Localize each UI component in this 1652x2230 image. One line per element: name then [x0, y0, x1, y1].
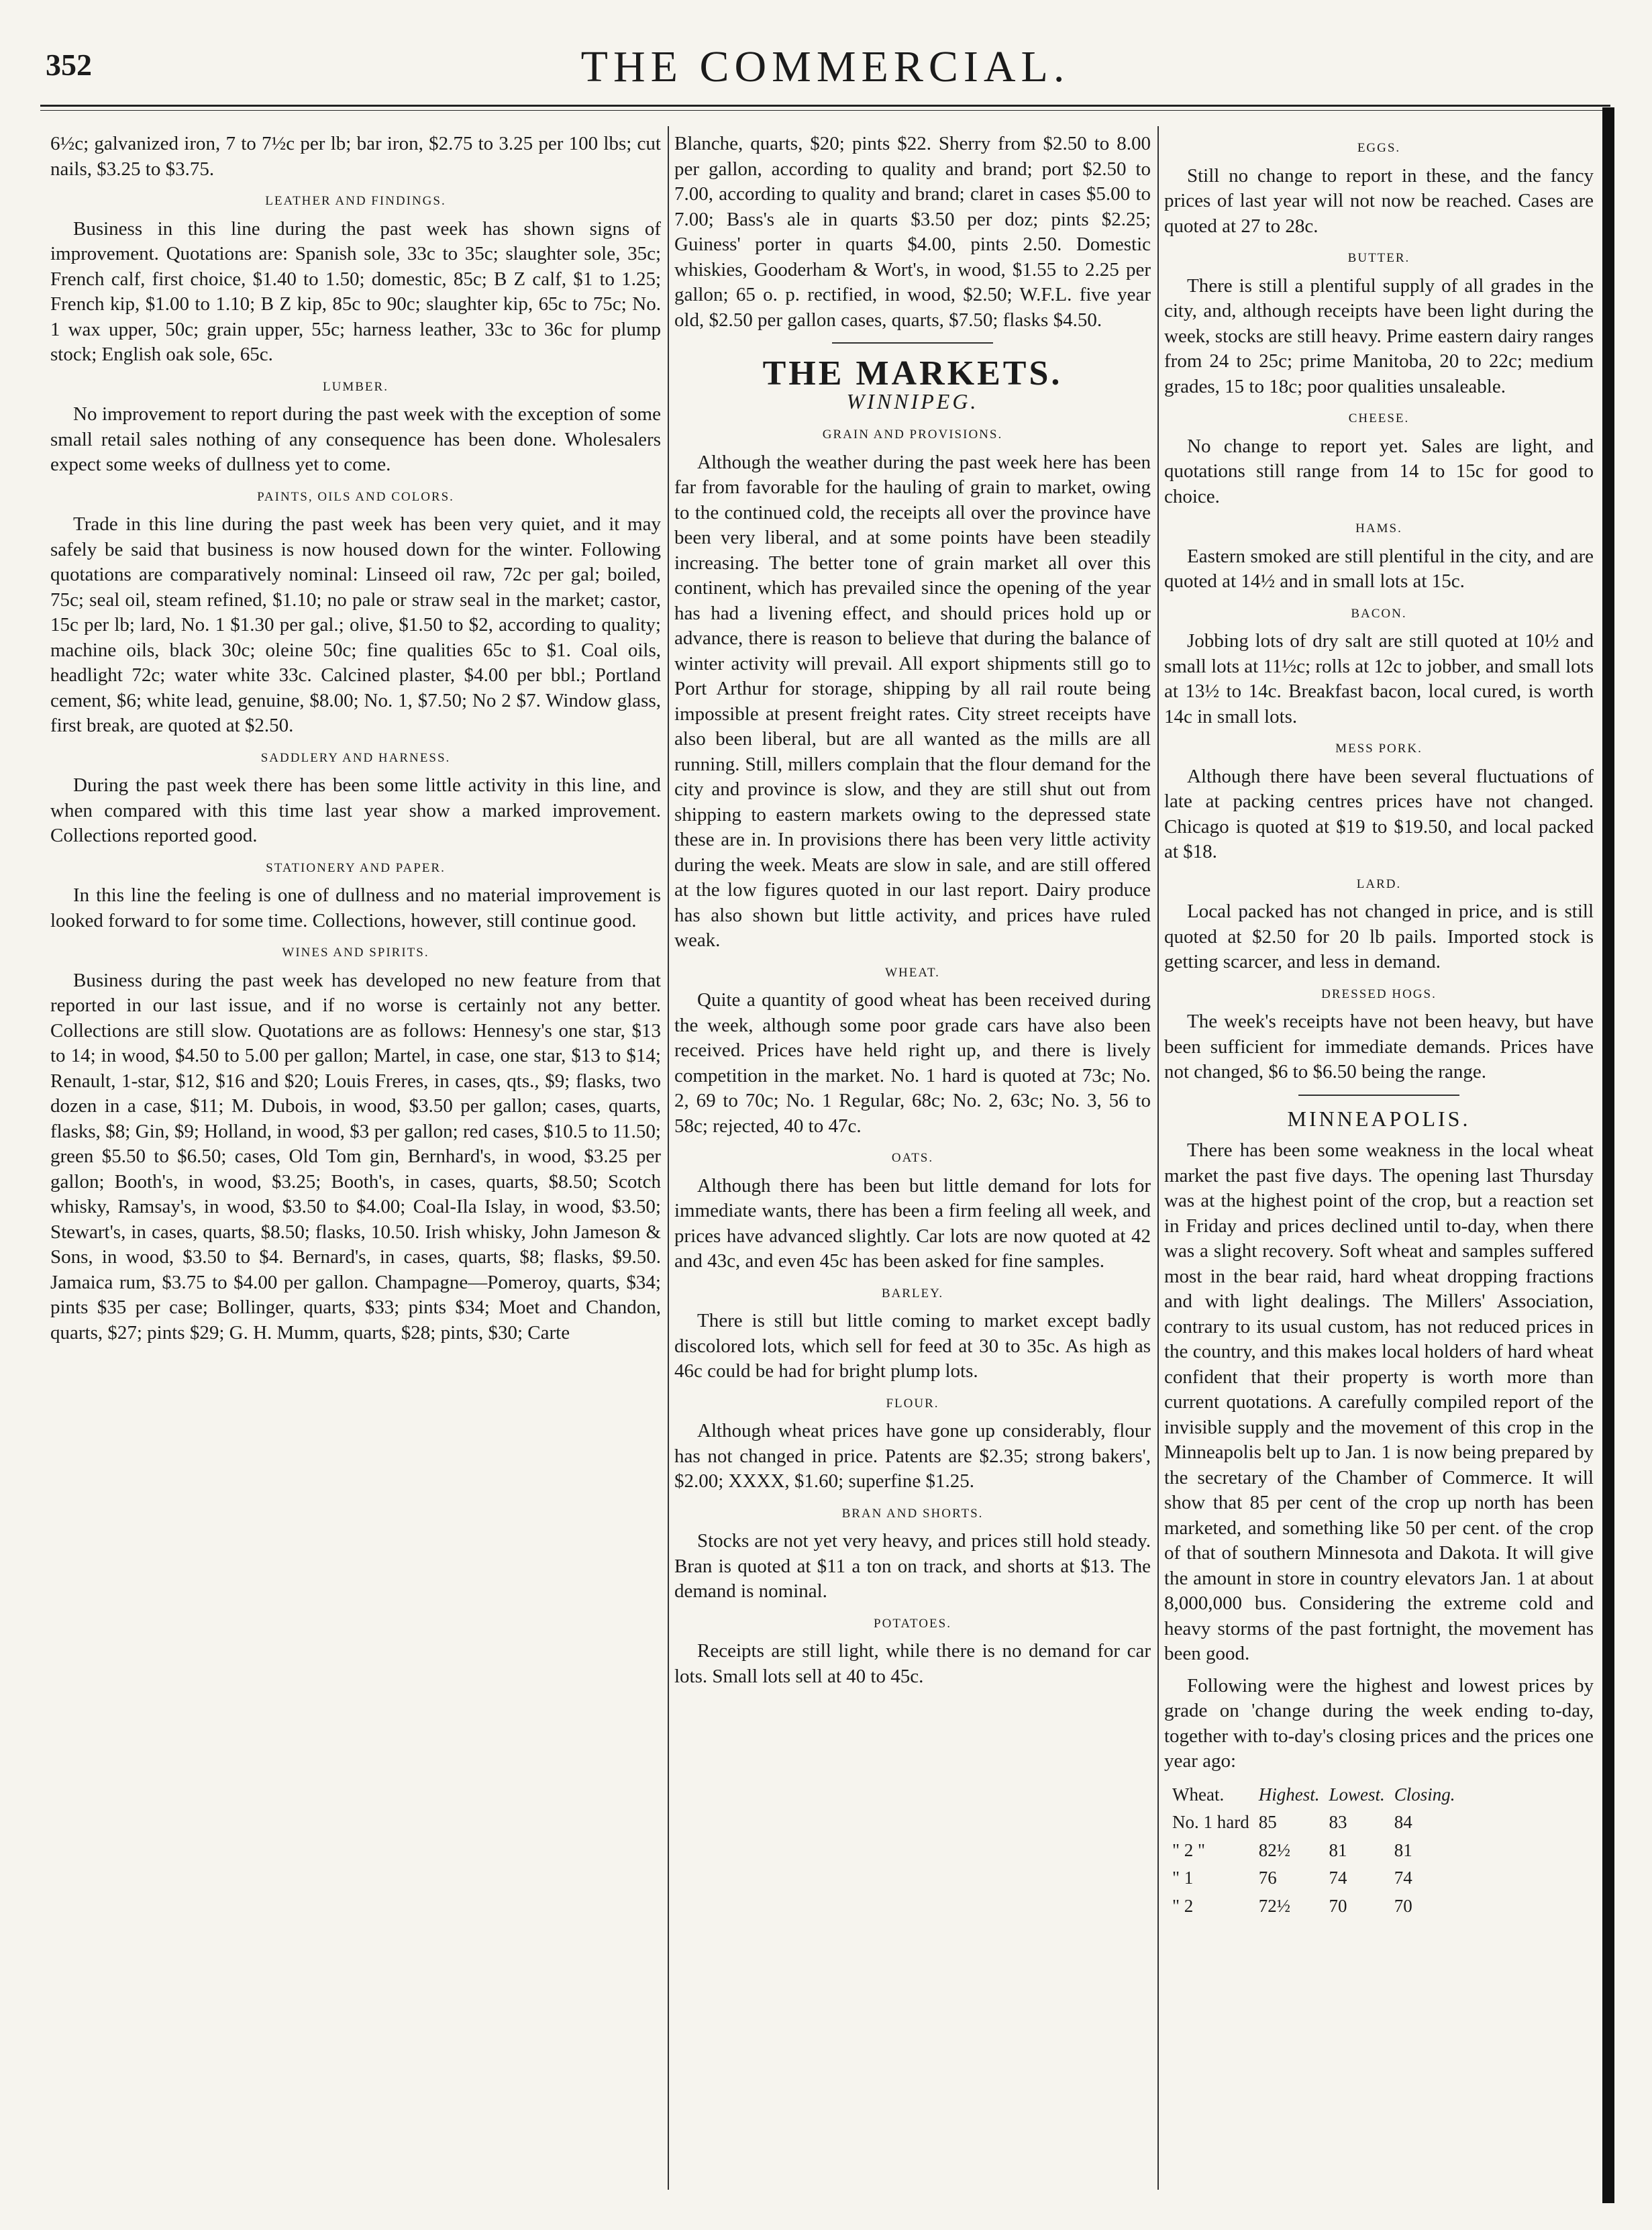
table-cell: " 2 [1172, 1895, 1194, 1916]
city-heading-winnipeg: WINNIPEG. [846, 389, 979, 413]
section-heading: POTATOES. [874, 1616, 951, 1631]
column-1-intro: 6½c; galvanized iron, 7 to 7½c per lb; bar iron, $2.75 to 3.25 per 100 lbs; cut nails, $3.25 to $3.75. [50, 133, 661, 180]
table-row [1172, 1809, 1465, 1837]
section-text: Although wheat prices have gone up considerably, flour has not changed in price. Patents are $2.35; strong bakers', $2.00; XXXX, $1.60; superfine $1.25. [674, 1420, 1151, 1492]
section-text: Business in this line during the past week has shown signs of improvement. Quotations are: Spanish sole, 33c to 35c; slaughter sole, 35c; French calf, first choice, $1.40 to 1.50; domestic, 85c; B Z calf, $1 to 1.25; French kip, $1.00 to 1.10; B Z kip, 85c to 90c; slaughter kip, 65c to 75c; No. 1 wax upper, 50c; grain upper, 55c; harness leather, 33c to 36c for plump stock; English oak sole, 65c. [50, 217, 661, 365]
section-text: Following were the highest and lowest prices by grade on 'change during the week ending to-day, together with to-day's closing prices and the prices one year ago: [1164, 1674, 1594, 1772]
column-2 [674, 132, 1151, 2156]
table-cell: 84 [1394, 1812, 1412, 1832]
section-text: Jobbing lots of dry salt are still quoted at 10½ and small lots at 11½c; rolls at 12c to jobber, and small lots at 13½ to 14c. Breakfast bacon, local cured, is worth 14c in small lots. [1164, 630, 1594, 727]
table-row [1172, 1864, 1465, 1892]
city-heading-minneapolis: MINNEAPOLIS. [1287, 1106, 1471, 1131]
table-header-row [1172, 1781, 1465, 1809]
section-heading: BARLEY. [881, 1286, 944, 1301]
section-heading: BACON. [1351, 606, 1407, 621]
table-cell: 76 [1258, 1868, 1277, 1888]
section-text: No improvement to report during the past week with the exception of some small retail sales nothing of any consequence has been done. Wholesalers expect some weeks of dullness yet to come. [50, 403, 661, 475]
section-text: Stocks are not yet very heavy, and prices still hold steady. Bran is quoted at $11 a ton on track, and shorts at $13. The demand is nominal. [674, 1530, 1151, 1602]
section-rule [832, 342, 993, 344]
section-heading: GRAIN AND PROVISIONS. [822, 427, 1003, 442]
section-text: Eastern smoked are still plentiful in the city, and are quoted at 14½ and in small lots at 15c. [1164, 545, 1594, 592]
section-heading: HAMS. [1355, 521, 1402, 536]
section-heading: FLOUR. [886, 1396, 939, 1411]
section-text: Business during the past week has developed no new feature from that reported in our last issue, and if no worse is certainly not any better. Collections are still slow. Quotations are as follows: Hennesy's one star, $13 to 14; in wood, $4.50 to 5.00 per gallon; Martel, in case, one star, $13 to $14; Renault, 1-star, $12, $16 and $20; Louis Freres, in cases, qts., $9; flasks, two dozen in a case, $11; M. Dubois, in wood, $3.50 per gallon; cases, quarts, flasks, $8; Gin, $9; Holland, in wood, $3 per gallon; red cases, $10.5 to 11.50; green $5.50 to $6.50; cases, Old Tom gin, Bernhard's, in wood, $3.25 per gallon; Booth's, in wood, $3.25; Booth's, in cases, quarts, $8.50; Scotch whisky, Ramsay's, in wood, $3.50 to $4.00; Coal-Ila Islay, in wood, $3.50; Stewart's, in cases, quarts, $8.50; flasks, 10.50. Irish whisky, John Jameson & Sons, in wood, $3.50 to $4. Bernard's, in cases, quarts, $8; flasks, $9.50. Jamaica rum, $3.75 to $4.00 per gallon. Champagne—Pomeroy, quarts, $34; pints $35 per case; Bollinger, quarts, $33; pints $34; Moet and Chandon, quarts, $27; pints $29; G. H. Mumm, quarts, $28; pints, $30; Carte [50, 969, 661, 1344]
section-text: Trade in this line during the past week has been very quiet, and it may safely be said that business is now housed down for the winter. Following quotations are comparatively nominal: Linseed oil raw, 72c per gal; boiled, 75c; seal oil, steam refined, $1.10; no pale or straw seal in the market; castor, 15c per lb; lard, No. 1 $1.30 per gal.; olive, $1.50 to $2, according to quality; machine oils, black 30c; oleine 50c; fine qualities 65c to $1. Coal oils, headlight 72c; water white 33c. Calcined plaster, $4.00 per bbl.; Portland cement, $6; white lead, genuine, $8.00; No. 1, $7.50; No 2 $7. Window glass, first break, are quoted at $2.50. [50, 513, 661, 736]
table-cell: " 2 " [1172, 1839, 1206, 1860]
table-row [1172, 1892, 1465, 1921]
section-text: There is still but little coming to market except badly discolored lots, which sell for feed at 30 to 35c. As high as 46c could be had for bright plump lots. [674, 1310, 1151, 1382]
section-heading: WHEAT. [885, 965, 940, 980]
section-heading: LUMBER. [323, 379, 389, 394]
markets-heading: THE MARKETS. [762, 354, 1063, 393]
section-heading: LARD. [1356, 876, 1402, 891]
table-header: Lowest. [1329, 1784, 1385, 1805]
section-text: During the past week there has been some little activity in this line, and when compared with this time last year show a marked improvement. Collections reported good. [50, 774, 661, 846]
section-heading: STATIONERY AND PAPER. [266, 860, 446, 875]
table-cell: 74 [1329, 1868, 1347, 1888]
section-heading: SADDLERY AND HARNESS. [260, 750, 451, 765]
table-row [1172, 1837, 1465, 1865]
table-cell: 81 [1329, 1839, 1347, 1860]
masthead [40, 42, 1610, 95]
section-heading: LEATHER AND FINDINGS. [265, 194, 446, 208]
table-cell: " 1 [1172, 1868, 1194, 1888]
column-divider [1157, 126, 1159, 2190]
table-cell: 85 [1258, 1812, 1277, 1832]
wheat-price-table [1172, 1781, 1465, 1921]
section-heading: MESS PORK. [1335, 742, 1423, 756]
section-text: In this line the feeling is one of dullness and no material improvement is looked forward to for some time. Collections, however, still continue good. [50, 884, 661, 931]
section-text: Although the weather during the past week here has been far from favorable for the hauling of grain to market, owing to the continued cold, the receipts all over the province have been very liberal, and at some points have been steadily increasing. The better tone of grain market all over this continent, which has prevailed since the opening of the year has had a livening effect, and should prices hold up or advance, there is reason to believe that during the balance of winter activity will prevail. All export shipments still go to Port Arthur for storage, shipping by all rail route being impossible at present freight rates. City street receipts have also been liberal, but are all wanted as the mills are all running. Still, millers complain that the flour demand for the city and province is slow, and they are still shut out from shipping to eastern markets owing to the depressed state these are in. In provisions there has been very little activity during the week. Meats are slow in sale, and are still offered at the low figures quoted in our last report. Dairy produce has also shown but little activity, and prices have ruled weak. [674, 451, 1151, 951]
table-cell: 70 [1329, 1895, 1347, 1916]
section-text: Although there has been but little demand for lots for immediate wants, there has been a firm feeling all week, and prices have advanced slightly. Car lots are now quoted at 42 and 43c, and even 45c has been asked for fine samples. [674, 1174, 1151, 1272]
section-heading: DRESSED HOGS. [1321, 986, 1437, 1001]
table-cell: 81 [1394, 1839, 1412, 1860]
table-cell: 72½ [1258, 1895, 1290, 1916]
column-divider [668, 126, 669, 2190]
column-1 [50, 132, 661, 2156]
section-heading: WINES AND SPIRITS. [282, 946, 429, 960]
table-cell: 70 [1394, 1895, 1412, 1916]
table-header: Highest. [1258, 1784, 1320, 1805]
section-text: The week's receipts have not been heavy, but have been sufficient for immediate demands. Prices have not changed, $6 to $6.50 being the range. [1164, 1011, 1594, 1082]
section-rule [1298, 1095, 1459, 1096]
section-text: There is still a plentiful supply of all grades in the city, and, although receipts have been light during the week, stocks are still heavy. Prime eastern dairy ranges from 24 to 25c; prime Manitoba, 20 to 22c; medium grades, 15 to 18c; poor qualities unsaleable. [1164, 274, 1594, 397]
section-text: Although there have been several fluctuations of late at packing centres prices have not changed. Chicago is quoted at $19 to $19.50, and local packed at $18. [1164, 765, 1594, 862]
section-text: There has been some weakness in the local wheat market the past five days. The opening last Thursday was at the highest point of the crop, but a reaction set in Friday and prices declined until to-day, when there was a slight recovery. Soft wheat and samples suffered most in the bear raid, hard wheat dropping fractions and with light dealings. The Millers' Association, contrary to its usual custom, has not reduced prices in the country, and this makes local holders of hard wheat confident that their property is worth more than current quotations. A carefully compiled report of the invisible supply and the movement of this crop in the Minneapolis belt up to Jan. 1 is now being prepared by the secretary of the Chamber of Commerce. It will show that 85 per cent of the crop up north has been marketed, and something like 50 per cent. of the crop of that of southern Minnesota and Dakota. It will give the amount in store in country elevators Jan. 1 at about 8,000,000 bus. Considering the extreme cold and heavy storms of the past fortnight, the movement has been good. [1164, 1139, 1594, 1664]
table-header: Closing. [1394, 1784, 1455, 1805]
table-cell: 74 [1394, 1868, 1412, 1888]
masthead-rule-thin [40, 110, 1610, 111]
section-heading: OATS. [891, 1151, 934, 1165]
section-text: Quite a quantity of good wheat has been received during the week, although some poor grade cars have also been received. Prices have held right up, and there is lively competition in the market. No. 1 hard is quoted at 73c; No. 2, 69 to 70c; No. 1 Regular, 68c; No. 2, 63c; No. 3, 56 to 58c; rejected, 40 to 47c. [674, 989, 1151, 1137]
table-cell: 83 [1329, 1812, 1347, 1832]
section-heading: BUTTER. [1347, 251, 1410, 265]
column-2-intro: Blanche, quarts, $20; pints $22. Sherry from $2.50 to 8.00 per gallon, according to quality and brand; port $2.50 to 7.00, according to quality and brand; claret in cases $5.00 to 7.00; Bass's ale in quarts $3.50 per doz; pints $2.25; Guiness' porter in quarts $4.00, pints 2.50. Domestic whiskies, Gooderham & Wort's, in wood, $1.55 to 2.25 per gallon; 65 o. p. rectified, in wood, $2.50; W.F.L. five year old, $2.50 per gallon cases, quarts, $7.50; flasks $4.50. [674, 133, 1151, 331]
page-number: 352 [46, 48, 92, 82]
table-header: Wheat. [1172, 1784, 1225, 1805]
column-3 [1164, 132, 1594, 2156]
section-heading: EGGS. [1357, 141, 1401, 155]
newspaper-title: THE COMMERCIAL. [580, 42, 1070, 91]
section-text: Still no change to report in these, and the fancy prices of last year will not now be reached. Cases are quoted at 27 to 28c. [1164, 164, 1594, 237]
section-text: No change to report yet. Sales are light, and quotations still range from 14 to 15c for good to choice. [1164, 435, 1594, 507]
table-cell: 82½ [1258, 1839, 1290, 1860]
section-heading: BRAN AND SHORTS. [841, 1506, 984, 1521]
section-heading: CHEESE. [1348, 411, 1410, 425]
masthead-rule [40, 105, 1610, 107]
section-text: Receipts are still light, while there is no demand for car lots. Small lots sell at 40 to 45c. [674, 1640, 1151, 1687]
section-heading: PAINTS, OILS AND COLORS. [257, 489, 454, 504]
table-cell: No. 1 hard [1172, 1812, 1249, 1832]
section-text: Local packed has not changed in price, and is still quoted at $2.50 for 20 lb pails. Imported stock is getting scarcer, and less in demand. [1164, 901, 1594, 972]
scan-binding-shadow [1602, 107, 1614, 2203]
